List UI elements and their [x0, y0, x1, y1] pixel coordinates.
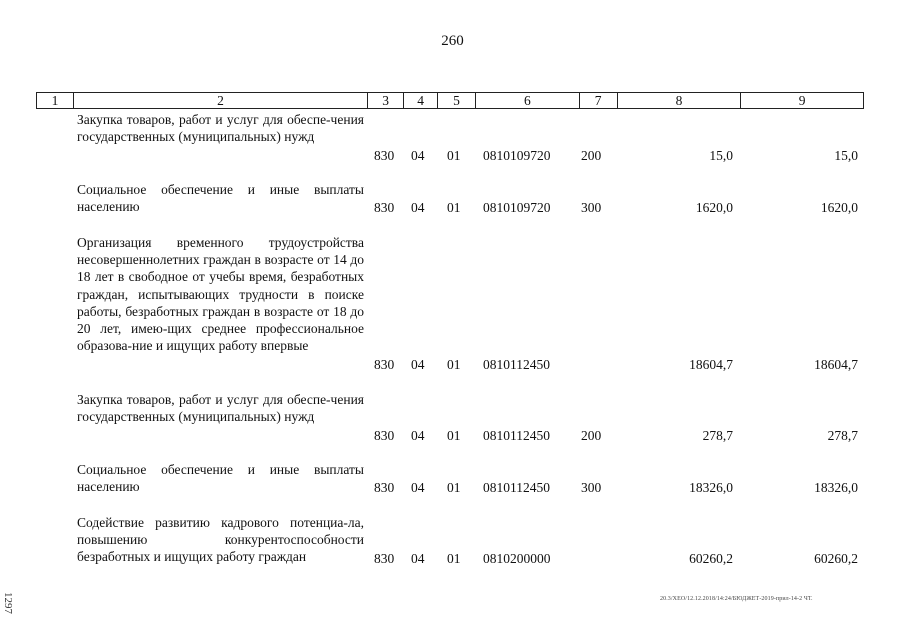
- header-col-6: 6: [476, 93, 580, 108]
- header-col-3: 3: [368, 93, 404, 108]
- header-col-9: 9: [798, 93, 806, 108]
- header-col-5: 5: [438, 93, 476, 108]
- col-6-value: 0810112450: [483, 428, 550, 443]
- table-row: [0, 391, 905, 444]
- col-6-value: 0810112450: [483, 357, 550, 372]
- col-6-value: 0810109720: [483, 148, 551, 163]
- col-6-value: 0810200000: [483, 551, 551, 566]
- col-6-value: 0810109720: [483, 200, 551, 215]
- col-9-value: 1620,0: [820, 200, 858, 215]
- table-row: [0, 111, 905, 164]
- col-3-value: 830: [374, 428, 395, 443]
- table-row: [0, 234, 905, 373]
- col-3-value: 830: [374, 357, 395, 372]
- col-8-value: 18326,0: [689, 480, 733, 495]
- header-col-2: 2: [74, 93, 368, 108]
- col-7-value: 200: [581, 148, 602, 163]
- header-col-7: 7: [580, 93, 618, 108]
- col-3-value: 830: [374, 148, 395, 163]
- col-8-value: 1620,0: [695, 200, 733, 215]
- col-5-value: 01: [447, 480, 461, 495]
- col-3-value: 830: [374, 200, 395, 215]
- table-row: [0, 181, 905, 216]
- col-7-value: 300: [581, 480, 602, 495]
- col-8-value: 278,7: [702, 428, 733, 443]
- col-9-value: 60260,2: [814, 551, 858, 566]
- table-row: [0, 461, 905, 496]
- col-9-value: 15,0: [834, 148, 858, 163]
- col-4-value: 04: [411, 200, 425, 215]
- col-5-value: 01: [447, 428, 461, 443]
- table-row: [0, 514, 905, 567]
- page-number: 260: [441, 33, 464, 49]
- margin-stamp-number: 1297: [2, 592, 14, 614]
- row-description: Организация временного трудоустройства несовершеннолетних граждан в возрасте от 14 до 18 лет в свободное от учебы время, безработных граждан, испытывающих трудности в поиске работы, безработных граждан в возрасте от 18 до 20 лет, имею-щих среднее профессиональное образова-ние и ищущих работу впервые: [77, 235, 364, 354]
- header-col-4: 4: [404, 93, 438, 108]
- col-9-value: 18604,7: [814, 357, 858, 372]
- row-description: Социальное обеспечение и иные выплаты населению: [77, 462, 364, 495]
- col-4-value: 04: [411, 480, 425, 495]
- col-9-value: 278,7: [827, 428, 858, 443]
- header-col-8: 8: [618, 93, 742, 108]
- footer-document-code: 20.3/ХЕО/12.12.2018/14:24/БЮДЖЕТ-2019-прил-14-2 ЧТ.: [660, 596, 813, 602]
- row-description: Содействие развитию кадрового потенциа-ла, повышению конкурентоспособности безработных и ищущих работу граждан: [77, 515, 364, 565]
- col-7-value: 200: [581, 428, 602, 443]
- col-5-value: 01: [447, 200, 461, 215]
- col-8-value: 15,0: [709, 148, 733, 163]
- col-9-value: 18326,0: [814, 480, 858, 495]
- col-3-value: 830: [374, 480, 395, 495]
- header-col-1: 1: [37, 93, 74, 108]
- col-4-value: 04: [411, 551, 425, 566]
- row-description: Закупка товаров, работ и услуг для обеспе-чения государственных (муниципальных) нужд: [77, 112, 364, 145]
- row-description: Социальное обеспечение и иные выплаты населению: [77, 182, 364, 215]
- table-header: [36, 92, 864, 109]
- col-7-value: 300: [581, 200, 602, 215]
- col-5-value: 01: [447, 551, 461, 566]
- col-3-value: 830: [374, 551, 395, 566]
- col-4-value: 04: [411, 148, 425, 163]
- col-4-value: 04: [411, 357, 425, 372]
- col-5-value: 01: [447, 148, 461, 163]
- col-6-value: 0810112450: [483, 480, 550, 495]
- row-description: Закупка товаров, работ и услуг для обеспе-чения государственных (муниципальных) нужд: [77, 392, 364, 425]
- col-5-value: 01: [447, 357, 461, 372]
- col-8-value: 18604,7: [689, 357, 733, 372]
- col-4-value: 04: [411, 428, 425, 443]
- col-8-value: 60260,2: [689, 551, 733, 566]
